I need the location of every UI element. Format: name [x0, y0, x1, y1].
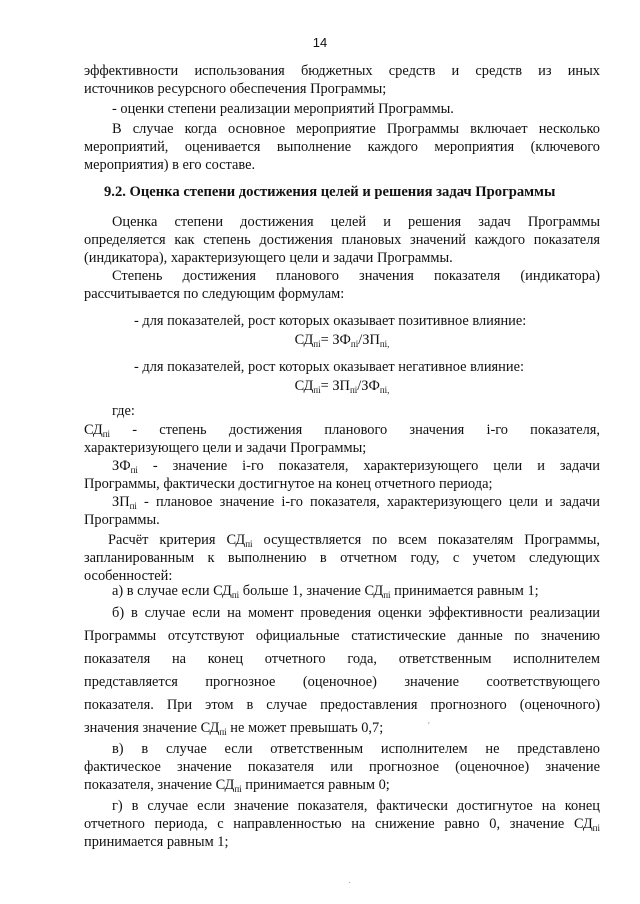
text-line	[84, 673, 600, 691]
text-line	[84, 156, 600, 174]
text-run: Расчёт критерия СД	[108, 532, 246, 548]
subscript: пi	[245, 539, 253, 549]
subscript: пi	[234, 784, 242, 794]
subscript: пi	[102, 429, 111, 439]
subscript: пi	[383, 590, 391, 600]
subscript: пi,	[379, 385, 390, 395]
text-run: = ЗП	[320, 378, 350, 394]
text-line	[84, 833, 600, 851]
text-run: источников ресурсного обеспечения Программы;	[84, 81, 387, 97]
subscript: пi,	[379, 339, 390, 349]
text-line	[112, 100, 600, 118]
text-run: - степень достижения планового значения i-го показателя,	[110, 422, 600, 438]
subscript: пi	[592, 823, 600, 833]
definition-line	[112, 457, 600, 475]
text-run: особенностей:	[84, 568, 173, 584]
text-run: принимается равным 1;	[390, 583, 539, 599]
text-run: определяется как степень достижения плановых значений каждого показателя	[84, 232, 600, 248]
text-line	[84, 549, 600, 567]
text-line	[84, 719, 600, 737]
text-run: (индикатора), характеризующего цели и задачи Программы.	[84, 250, 453, 266]
text-run: - для показателей, рост которых оказывает позитивное влияние:	[134, 313, 527, 329]
subscript: пi	[313, 385, 321, 395]
scan-speck: '	[428, 721, 430, 732]
text-run: осуществляется по всем показателям Программы,	[252, 532, 600, 548]
text-line	[112, 267, 600, 285]
text-line	[112, 604, 600, 622]
text-line	[84, 285, 600, 303]
text-line	[84, 627, 600, 645]
scan-speck: ˙	[348, 881, 352, 892]
text-run: Программы.	[84, 512, 160, 528]
definition-line	[84, 439, 600, 457]
text-run: запланированным к выполнению в отчетном году, с учетом следующих	[84, 550, 600, 566]
text-line	[108, 531, 600, 549]
text-run: показателя на конец отчетного года, ответственным исполнителем	[84, 651, 600, 667]
text-run: отчетного периода, с направленностью на снижение равно 0, значение СД	[84, 816, 593, 832]
definition-line	[84, 421, 600, 439]
text-run: В случае когда основное мероприятие Программы включает несколько	[112, 121, 600, 137]
section-heading-text: 9.2. Оценка степени достижения целей и решения задач Программы	[104, 184, 556, 200]
subscript: пi	[313, 339, 321, 349]
text-line	[112, 120, 600, 138]
text-run: принимается равным 0;	[241, 777, 390, 793]
text-run: в) в случае если ответственным исполнителем не представлено	[112, 741, 600, 757]
text-run: эффективности использования бюджетных средств и средств из иных	[84, 63, 600, 79]
text-run: принимается равным 1;	[84, 834, 229, 850]
text-run: - плановое значение i-го показателя, характеризующего цели и задачи	[136, 494, 600, 510]
text-line	[84, 138, 600, 156]
text-line	[84, 815, 600, 833]
subscript: пi	[349, 385, 358, 395]
definition-line	[84, 511, 600, 529]
text-line	[84, 62, 600, 80]
text-run: значения значение СД	[84, 720, 220, 736]
text-run: - для показателей, рост которых оказывает негативное влияние:	[134, 359, 524, 375]
text-run: г) в случае если значение показателя, фактически достигнутое на конец	[112, 798, 600, 814]
section-heading	[104, 183, 600, 201]
text-run: а) в случае если СД	[112, 583, 232, 599]
text-run: Программы, фактически достигнутое на конец отчетного периода;	[84, 476, 493, 492]
subscript: пi	[219, 727, 227, 737]
formula-1	[84, 331, 600, 349]
text-line	[84, 249, 600, 267]
text-run: Оценка степени достижения целей и решения задач Программы	[112, 214, 600, 230]
text-run: показателя, значение СД	[84, 777, 235, 793]
text-line	[84, 231, 600, 249]
page-number: 14	[312, 35, 328, 50]
text-run: СД	[84, 422, 103, 438]
text-line	[84, 696, 600, 714]
definition-line	[112, 493, 600, 511]
text-run: где:	[112, 403, 135, 419]
subscript: пi	[129, 501, 137, 511]
text-run: мероприятия) в его составе.	[84, 157, 256, 173]
text-run: = ЗФ	[320, 332, 351, 348]
subscript: пi	[130, 465, 138, 475]
subscript: пi	[231, 590, 240, 600]
text-line	[84, 758, 600, 776]
text-run: мероприятий, оценивается выполнение каждого мероприятия (ключевого	[84, 139, 600, 155]
text-run: СД	[294, 332, 314, 348]
text-run: - оценки степени реализации мероприятий Программы.	[112, 101, 454, 117]
text-run: характеризующего цели и задачи Программы;	[84, 440, 367, 456]
text-line	[84, 650, 600, 668]
text-run: фактическое значение показателя или прогнозное (оценочное) значение	[84, 759, 600, 775]
text-run: показателя. При этом в случае предоставления прогнозного (оценочного)	[84, 697, 600, 713]
definition-line	[84, 475, 600, 493]
text-line	[112, 797, 600, 815]
text-line	[112, 582, 600, 600]
text-run: б) в случае если на момент проведения оценки эффективности реализации	[112, 605, 600, 621]
text-line	[134, 312, 600, 330]
text-line	[112, 213, 600, 231]
text-run: ЗП	[112, 494, 130, 510]
text-run: ЗФ	[112, 458, 131, 474]
text-run: Программы отсутствуют официальные статистические данные по значению	[84, 628, 600, 644]
text-run: рассчитывается по следующим формулам:	[84, 286, 345, 302]
formula-2	[84, 377, 600, 395]
text-run: Степень достижения планового значения показателя (индикатора)	[112, 268, 600, 284]
text-line	[112, 402, 600, 420]
subscript: пi	[350, 339, 359, 349]
text-run: - значение i-го показателя, характеризующего цели и задачи	[137, 458, 600, 474]
text-run: /ЗП	[358, 332, 380, 348]
text-line	[84, 776, 600, 794]
text-run: больше 1, значение СД	[239, 583, 384, 599]
text-line	[134, 358, 600, 376]
text-run: представляется прогнозное (оценочное) значение соответствующего	[84, 674, 600, 690]
text-run: /ЗФ	[357, 378, 380, 394]
text-line	[84, 80, 600, 98]
text-run: не может превышать 0,7;	[226, 720, 384, 736]
text-run: СД	[294, 378, 314, 394]
text-line	[112, 740, 600, 758]
